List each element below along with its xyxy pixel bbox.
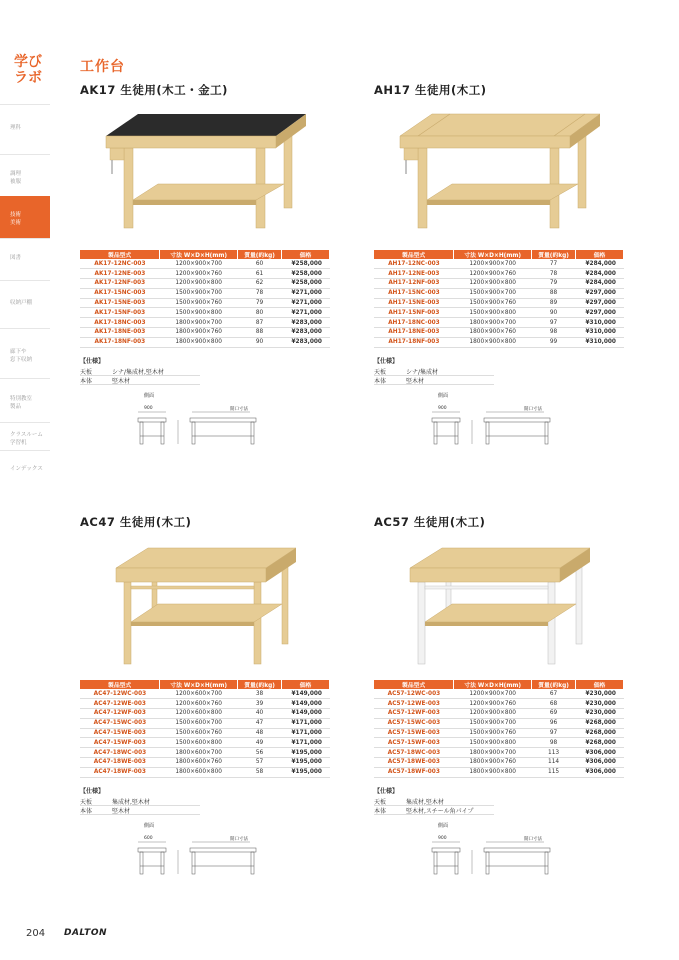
table-cell: ¥310,000 <box>576 337 624 347</box>
table-header: 価格 <box>282 250 330 259</box>
table-cell: ¥284,000 <box>576 269 624 279</box>
table-cell: 1800×600×800 <box>160 767 238 777</box>
product-table <box>374 680 624 778</box>
table-header: 質量(約kg) <box>532 680 576 689</box>
opening-dimension-label: 開口寸法 <box>524 837 542 842</box>
specs-value: シナ/集成材 <box>406 368 439 376</box>
table-header: 製品型式 <box>80 680 160 689</box>
table-row <box>80 699 330 709</box>
table-cell: AH17-18NF-003 <box>374 337 454 347</box>
table-cell: AC57-12WF-003 <box>374 709 454 719</box>
table-cell: 90 <box>532 308 576 318</box>
opening-dimension-label: 開口寸法 <box>230 837 248 842</box>
table-row <box>374 328 624 338</box>
table-cell: 1800×900×700 <box>454 748 532 758</box>
table-cell: ¥171,000 <box>282 728 330 738</box>
table-row <box>374 337 624 347</box>
table-cell: AC57-12WC-003 <box>374 689 454 699</box>
table-cell: 1800×900×700 <box>160 318 238 328</box>
sidebar-item-7[interactable] <box>0 422 50 450</box>
table-cell: 56 <box>238 748 282 758</box>
table-header: 価格 <box>576 680 624 689</box>
table-header-row <box>374 680 624 689</box>
table-cell: 1800×900×800 <box>160 337 238 347</box>
table-cell: ¥268,000 <box>576 718 624 728</box>
table-cell: 98 <box>532 328 576 338</box>
table-cell: AC47-15WC-003 <box>80 718 160 728</box>
table-cell: 98 <box>532 738 576 748</box>
table-row <box>374 279 624 289</box>
table-cell: 96 <box>532 718 576 728</box>
table-cell: ¥258,000 <box>282 269 330 279</box>
table-cell: AC57-15WC-003 <box>374 718 454 728</box>
table-cell: 47 <box>238 718 282 728</box>
table-cell: AC47-12WE-003 <box>80 699 160 709</box>
side-view-label: 側面 <box>144 823 155 829</box>
table-cell: 48 <box>238 728 282 738</box>
table-cell: 1500×900×700 <box>454 288 532 298</box>
specs-heading: 【仕様】 <box>80 788 105 795</box>
product-table <box>80 680 330 778</box>
sidebar-item-3[interactable] <box>0 238 50 280</box>
side-view-label: 側面 <box>438 393 449 399</box>
table-cell: AC47-18WC-003 <box>80 748 160 758</box>
table-header: 寸法 W×D×H(mm) <box>454 680 532 689</box>
sidebar-item-label: 調理 <box>10 171 22 177</box>
specs-row <box>80 376 200 385</box>
specs-key: 本体 <box>80 807 93 815</box>
product-image <box>96 536 316 675</box>
side-view-label: 側面 <box>438 823 449 829</box>
sidebar-item-label: 廊下や <box>10 349 27 355</box>
table-row <box>374 259 624 269</box>
table-cell: 1800×900×760 <box>454 758 532 768</box>
table-row <box>80 308 330 318</box>
table-cell: 88 <box>532 288 576 298</box>
table-cell: 62 <box>238 279 282 289</box>
side-dimension: 600 <box>144 836 153 841</box>
table-cell: 1500×900×700 <box>454 718 532 728</box>
table-header: 価格 <box>282 680 330 689</box>
product-table <box>80 250 330 348</box>
table-cell: AK17-15NE-003 <box>80 298 160 308</box>
table-row <box>374 758 624 768</box>
table-cell: 1200×900×800 <box>160 279 238 289</box>
table-cell: 80 <box>238 308 282 318</box>
table-cell: AH17-18NC-003 <box>374 318 454 328</box>
sidebar-title <box>14 54 48 86</box>
table-cell: AH17-12NF-003 <box>374 279 454 289</box>
table-cell: 1200×600×700 <box>160 689 238 699</box>
table-cell: AK17-15NF-003 <box>80 308 160 318</box>
table-cell: ¥297,000 <box>576 308 624 318</box>
table-cell: ¥195,000 <box>282 767 330 777</box>
side-dimension: 900 <box>144 406 153 411</box>
table-cell: 39 <box>238 699 282 709</box>
table-row <box>80 259 330 269</box>
specs-heading: 【仕様】 <box>374 788 399 795</box>
table-row <box>374 298 624 308</box>
table-cell: AK17-12NE-003 <box>80 269 160 279</box>
sidebar-item-label: 収納戸棚 <box>10 300 33 306</box>
table-row <box>374 288 624 298</box>
table-header: 製品型式 <box>374 680 454 689</box>
table-row <box>80 718 330 728</box>
table-header: 質量(約kg) <box>532 250 576 259</box>
table-cell: 79 <box>238 298 282 308</box>
table-row <box>374 767 624 777</box>
table-cell: 113 <box>532 748 576 758</box>
table-cell: 1200×900×760 <box>160 269 238 279</box>
table-cell: ¥306,000 <box>576 767 624 777</box>
table-row <box>80 328 330 338</box>
specs-key: 本体 <box>80 377 93 385</box>
table-cell: ¥284,000 <box>576 259 624 269</box>
specs-key: 本体 <box>374 807 387 815</box>
specs-value: 堅木材,スチール角パイプ <box>406 807 474 815</box>
specs-key: 天板 <box>80 798 93 806</box>
table-cell: 1500×900×760 <box>160 298 238 308</box>
table-row <box>80 279 330 289</box>
table-cell: AH17-12NC-003 <box>374 259 454 269</box>
table-cell: 1500×900×800 <box>454 308 532 318</box>
table-cell: AK17-18NE-003 <box>80 328 160 338</box>
sidebar-item-label: クラスルーム <box>10 432 43 438</box>
table-header: 寸法 W×D×H(mm) <box>454 250 532 259</box>
table-cell: AH17-18NE-003 <box>374 328 454 338</box>
table-cell: 99 <box>532 337 576 347</box>
table-cell: 1800×900×800 <box>454 767 532 777</box>
table-cell: AK17-18NC-003 <box>80 318 160 328</box>
table-row <box>80 288 330 298</box>
table-cell: ¥271,000 <box>282 288 330 298</box>
table-row <box>374 738 624 748</box>
specs-key: 天板 <box>374 368 387 376</box>
table-cell: 1200×900×700 <box>454 689 532 699</box>
table-cell: 78 <box>238 288 282 298</box>
table-cell: ¥310,000 <box>576 328 624 338</box>
table-cell: ¥306,000 <box>576 748 624 758</box>
table-row <box>80 269 330 279</box>
sidebar-item-sublabel: 窓下収納 <box>10 357 33 363</box>
specs-value: 堅木材 <box>112 807 131 815</box>
table-cell: ¥283,000 <box>282 337 330 347</box>
table-cell: 1500×600×800 <box>160 738 238 748</box>
specs-value: シナ/集成材,堅木材 <box>112 368 164 376</box>
table-cell: ¥271,000 <box>282 308 330 318</box>
table-cell: AC57-12WE-003 <box>374 699 454 709</box>
table-cell: AH17-12NE-003 <box>374 269 454 279</box>
table-cell: 79 <box>532 279 576 289</box>
table-row <box>374 699 624 709</box>
table-cell: AC47-12WC-003 <box>80 689 160 699</box>
table-cell: ¥149,000 <box>282 699 330 709</box>
table-cell: 69 <box>532 709 576 719</box>
table-row <box>80 318 330 328</box>
table-cell: AC57-18WC-003 <box>374 748 454 758</box>
table-row <box>80 728 330 738</box>
side-view-label: 側面 <box>144 393 155 399</box>
table-cell: 1500×600×760 <box>160 728 238 738</box>
table-cell: 1500×900×700 <box>160 288 238 298</box>
table-cell: ¥195,000 <box>282 758 330 768</box>
table-cell: 88 <box>238 328 282 338</box>
table-cell: ¥268,000 <box>576 738 624 748</box>
sidebar-item-5[interactable] <box>0 328 50 378</box>
sidebar-item-8[interactable] <box>0 450 50 490</box>
page-number: 204 <box>26 928 46 939</box>
product-image <box>96 104 316 243</box>
table-cell: AK17-12NC-003 <box>80 259 160 269</box>
table-cell: 115 <box>532 767 576 777</box>
table-header-row <box>374 250 624 259</box>
table-cell: 60 <box>238 259 282 269</box>
table-cell: 1200×900×700 <box>160 259 238 269</box>
specs-block <box>80 356 200 385</box>
table-cell: 1200×600×800 <box>160 709 238 719</box>
table-cell: 1800×600×760 <box>160 758 238 768</box>
sidebar-item-label: インデックス <box>10 466 43 472</box>
table-cell: 1200×900×800 <box>454 709 532 719</box>
table-header: 寸法 W×D×H(mm) <box>160 250 238 259</box>
specs-value: 堅木材 <box>406 377 425 385</box>
table-cell: 57 <box>238 758 282 768</box>
table-cell: ¥230,000 <box>576 689 624 699</box>
table-cell: 89 <box>532 298 576 308</box>
table-cell: ¥195,000 <box>282 748 330 758</box>
specs-value: 集成材,堅木材 <box>112 798 150 806</box>
table-cell: AC47-12WF-003 <box>80 709 160 719</box>
table-cell: ¥258,000 <box>282 279 330 289</box>
product-table <box>374 250 624 348</box>
specs-key: 天板 <box>80 368 93 376</box>
table-cell: 58 <box>238 767 282 777</box>
table-cell: AC47-18WE-003 <box>80 758 160 768</box>
table-row <box>374 728 624 738</box>
table-cell: 1800×900×800 <box>454 337 532 347</box>
table-cell: 49 <box>238 738 282 748</box>
table-cell: AC57-18WE-003 <box>374 758 454 768</box>
table-cell: ¥283,000 <box>282 328 330 338</box>
table-row <box>374 748 624 758</box>
table-row <box>80 748 330 758</box>
table-cell: ¥284,000 <box>576 279 624 289</box>
sidebar-item-label: 特別教室 <box>10 396 33 402</box>
specs-heading: 【仕様】 <box>80 358 105 365</box>
table-cell: 114 <box>532 758 576 768</box>
table-cell: AC57-15WF-003 <box>374 738 454 748</box>
table-cell: ¥258,000 <box>282 259 330 269</box>
table-cell: AC47-18WF-003 <box>80 767 160 777</box>
table-cell: 1500×900×800 <box>160 308 238 318</box>
side-dimension: 900 <box>438 836 447 841</box>
table-cell: AH17-15NE-003 <box>374 298 454 308</box>
sidebar-item-sublabel: 学習机 <box>10 440 27 446</box>
section-title: AH17 生徒用(木工) <box>374 83 487 97</box>
table-cell: 1200×900×700 <box>454 259 532 269</box>
specs-value: 堅木材 <box>112 377 131 385</box>
sidebar-title-line2: ラボ <box>14 70 42 86</box>
table-row <box>80 758 330 768</box>
table-cell: 1800×600×700 <box>160 748 238 758</box>
specs-block <box>80 786 200 815</box>
table-header-row <box>80 680 330 689</box>
dimension-drawing <box>120 402 300 456</box>
sidebar-item-label: 理科 <box>10 125 22 131</box>
dimension-drawing <box>414 832 594 886</box>
product-image <box>390 104 610 243</box>
table-row <box>374 318 624 328</box>
sidebar-item-label: 図書 <box>10 255 22 261</box>
specs-row <box>374 376 494 385</box>
table-cell: ¥230,000 <box>576 699 624 709</box>
table-cell: ¥230,000 <box>576 709 624 719</box>
table-cell: 1500×900×760 <box>454 728 532 738</box>
table-row <box>80 689 330 699</box>
table-row <box>374 709 624 719</box>
table-header: 製品型式 <box>80 250 160 259</box>
table-cell: 38 <box>238 689 282 699</box>
brand-logo: DALTON <box>64 928 108 938</box>
sidebar-item-label: 技術 <box>10 212 22 218</box>
table-cell: 40 <box>238 709 282 719</box>
opening-dimension-label: 開口寸法 <box>230 407 248 412</box>
table-header-row <box>80 250 330 259</box>
specs-key: 天板 <box>374 798 387 806</box>
specs-key: 本体 <box>374 377 387 385</box>
table-row <box>374 718 624 728</box>
sidebar-item-0[interactable] <box>0 104 50 154</box>
table-header: 質量(約kg) <box>238 250 282 259</box>
table-cell: AH17-15NF-003 <box>374 308 454 318</box>
specs-row <box>80 806 200 815</box>
specs-block <box>374 786 494 815</box>
table-cell: ¥149,000 <box>282 689 330 699</box>
sidebar-item-4[interactable] <box>0 280 50 328</box>
sidebar-item-2[interactable] <box>0 196 50 238</box>
table-row <box>80 337 330 347</box>
table-cell: 1200×900×800 <box>454 279 532 289</box>
table-cell: 1500×600×700 <box>160 718 238 728</box>
table-cell: 61 <box>238 269 282 279</box>
table-cell: AC57-15WE-003 <box>374 728 454 738</box>
table-cell: AC57-18WF-003 <box>374 767 454 777</box>
table-cell: ¥171,000 <box>282 718 330 728</box>
dimension-drawing <box>120 832 300 886</box>
specs-value: 集成材,堅木材 <box>406 798 444 806</box>
table-cell: 1500×900×800 <box>454 738 532 748</box>
opening-dimension-label: 開口寸法 <box>524 407 542 412</box>
section-title: AK17 生徒用(木工・金工) <box>80 83 228 97</box>
specs-block <box>374 356 494 385</box>
table-cell: 90 <box>238 337 282 347</box>
table-cell: 78 <box>532 269 576 279</box>
table-cell: 1500×900×760 <box>454 298 532 308</box>
table-cell: AC47-15WE-003 <box>80 728 160 738</box>
table-cell: 1200×900×760 <box>454 699 532 709</box>
sidebar <box>0 0 58 960</box>
table-cell: AK17-18NF-003 <box>80 337 160 347</box>
specs-heading: 【仕様】 <box>374 358 399 365</box>
table-row <box>80 298 330 308</box>
specs-row <box>374 806 494 815</box>
table-cell: 77 <box>532 259 576 269</box>
sidebar-title-line1: 学び <box>14 54 42 70</box>
table-cell: AC47-15WF-003 <box>80 738 160 748</box>
table-cell: 97 <box>532 318 576 328</box>
page-title: 工作台 <box>80 59 125 75</box>
table-cell: AH17-15NC-003 <box>374 288 454 298</box>
table-cell: AK17-15NC-003 <box>80 288 160 298</box>
sidebar-item-sublabel: 被服 <box>10 179 22 185</box>
table-cell: ¥149,000 <box>282 709 330 719</box>
table-header: 製品型式 <box>374 250 454 259</box>
product-image <box>390 536 610 675</box>
table-row <box>80 767 330 777</box>
table-row <box>80 709 330 719</box>
table-cell: ¥297,000 <box>576 288 624 298</box>
table-cell: ¥297,000 <box>576 298 624 308</box>
table-cell: 1800×900×760 <box>454 328 532 338</box>
table-row <box>374 269 624 279</box>
table-cell: 68 <box>532 699 576 709</box>
side-dimension: 900 <box>438 406 447 411</box>
section-title: AC57 生徒用(木工) <box>374 515 486 529</box>
table-row <box>374 689 624 699</box>
table-cell: ¥310,000 <box>576 318 624 328</box>
table-cell: 67 <box>532 689 576 699</box>
table-cell: 1800×900×760 <box>160 328 238 338</box>
table-row <box>80 738 330 748</box>
table-row <box>374 308 624 318</box>
table-cell: ¥283,000 <box>282 318 330 328</box>
sidebar-item-1[interactable] <box>0 154 50 196</box>
table-cell: 1200×600×760 <box>160 699 238 709</box>
table-cell: ¥268,000 <box>576 728 624 738</box>
table-cell: ¥171,000 <box>282 738 330 748</box>
section-title: AC47 生徒用(木工) <box>80 515 192 529</box>
table-header: 質量(約kg) <box>238 680 282 689</box>
table-cell: ¥306,000 <box>576 758 624 768</box>
sidebar-item-sublabel: 美術 <box>10 220 22 226</box>
table-cell: AK17-12NF-003 <box>80 279 160 289</box>
table-cell: 97 <box>532 728 576 738</box>
table-cell: 1200×900×760 <box>454 269 532 279</box>
dimension-drawing <box>414 402 594 456</box>
table-header: 寸法 W×D×H(mm) <box>160 680 238 689</box>
table-cell: 1800×900×700 <box>454 318 532 328</box>
table-cell: ¥271,000 <box>282 298 330 308</box>
table-cell: 87 <box>238 318 282 328</box>
table-header: 価格 <box>576 250 624 259</box>
sidebar-item-sublabel: 製品 <box>10 404 22 410</box>
sidebar-item-6[interactable] <box>0 378 50 422</box>
